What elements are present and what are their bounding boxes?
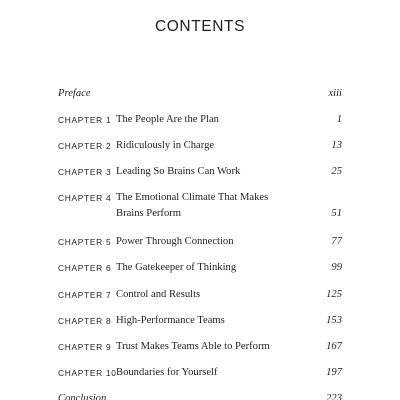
toc-entry-page: 125 [326,289,342,300]
toc-chapter-label: CHAPTER 8 [58,316,112,326]
toc-entry-page: 167 [326,341,342,352]
toc-entry-page: 197 [326,367,342,378]
toc-entry-page: xiii [328,88,342,99]
toc-entry-title: Boundaries for Yourself [116,367,218,378]
toc-entry-title: Power Through Connection [116,236,234,247]
toc-chapter-label: CHAPTER 3 [58,167,112,177]
toc-entry-title: The People Are the Plan [116,114,219,125]
toc-entry-page: 13 [331,140,342,151]
toc-entry-page: 223 [326,393,342,400]
toc-entry-page: 51 [331,208,342,219]
page-title: CONTENTS [154,18,246,35]
toc-entry-title: Conclusion [58,393,107,400]
toc-entry-page: 1 [336,114,342,125]
toc-entry-title: Leading So Brains Can Work [116,166,241,177]
toc-chapter-label: CHAPTER 7 [58,290,112,300]
toc-entry-title: Control and Results [116,289,201,300]
toc-entry-page: 77 [331,236,342,247]
toc-entry-title: The Emotional Climate That Makes [116,192,269,203]
toc-entry-title: Preface [58,88,91,99]
toc-entry-title: The Gatekeeper of Thinking [116,262,237,273]
toc-entry-title: High-Performance Teams [116,315,225,326]
toc-chapter-label: CHAPTER 4 [58,193,112,203]
toc-entry-title: Ridiculously in Charge [116,140,215,151]
toc-chapter-label: CHAPTER 10 [58,368,117,378]
toc-chapter-label: CHAPTER 5 [58,237,112,247]
toc-entry-page: 153 [326,315,342,326]
toc-chapter-label: CHAPTER 6 [58,263,112,273]
toc-entry-title: Trust Makes Teams Able to Perform [116,341,270,352]
toc-chapter-label: CHAPTER 1 [58,115,112,125]
toc-entry-title-line-2: Brains Perform [116,208,182,219]
toc-entry-page: 99 [331,262,342,273]
toc-chapter-label: CHAPTER 9 [58,342,112,352]
toc-chapter-label: CHAPTER 2 [58,141,112,151]
toc-entry-page: 25 [331,166,342,177]
